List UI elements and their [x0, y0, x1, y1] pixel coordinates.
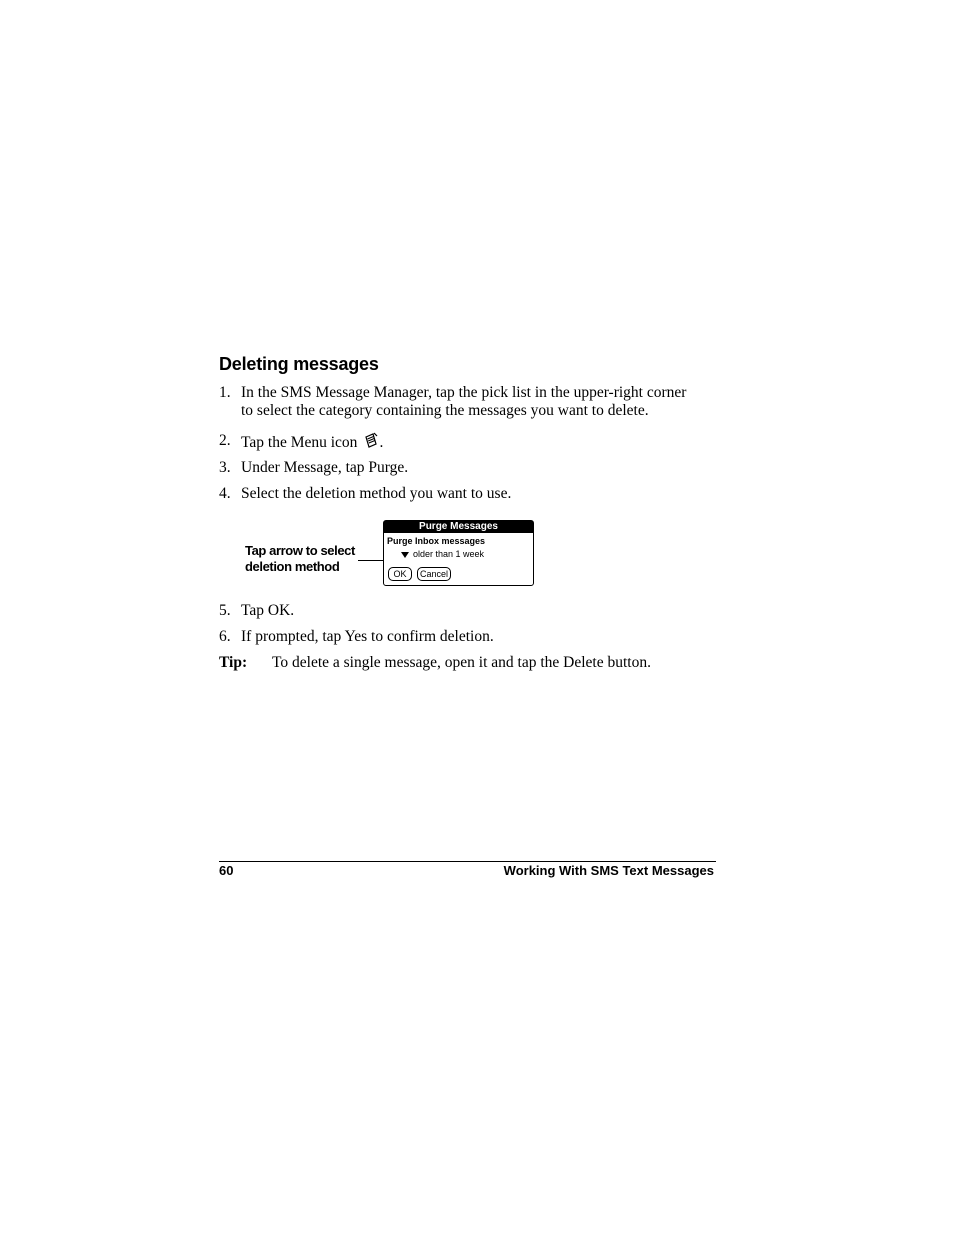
- step-number: 1.: [219, 384, 231, 401]
- ok-button[interactable]: OK: [388, 567, 412, 581]
- step-number: 2.: [219, 432, 231, 449]
- tip-text: To delete a single message, open it and tap the Delete button.: [272, 654, 651, 671]
- page-number: 60: [219, 863, 234, 878]
- dropdown-triangle-icon[interactable]: [401, 552, 409, 558]
- step-number: 4.: [219, 485, 231, 502]
- step-number: 5.: [219, 602, 231, 619]
- chapter-title: Working With SMS Text Messages: [503, 863, 714, 878]
- footer-rule: [219, 861, 716, 862]
- deletion-method-picklist[interactable]: older than 1 week: [413, 549, 485, 559]
- step-text-suffix: .: [379, 434, 384, 451]
- menu-icon: [363, 432, 379, 455]
- callout-line-2: deletion method: [245, 559, 340, 574]
- step-text: If prompted, tap Yes to confirm deletion.: [241, 628, 494, 645]
- dialog-label: Purge Inbox messages: [387, 536, 486, 546]
- step-text: Under Message, tap Purge.: [241, 459, 409, 476]
- purge-messages-dialog: [383, 520, 534, 586]
- cancel-button[interactable]: Cancel: [417, 567, 451, 581]
- step-text: Select the deletion method you want to use.: [241, 485, 512, 502]
- step-text: [241, 432, 383, 455]
- step-text-main: Tap the Menu icon: [241, 434, 358, 451]
- figure-callout: [245, 543, 355, 575]
- callout-line-1: Tap arrow to select: [245, 543, 355, 558]
- step-number: 3.: [219, 459, 231, 476]
- step-text-line-1: In the SMS Message Manager, tap the pick list in the upper-right corner: [241, 384, 687, 401]
- step-text-line-2: to select the category containing the messages you want to delete.: [241, 402, 649, 419]
- step-number: 6.: [219, 628, 231, 645]
- tip-label: Tip:: [219, 654, 248, 671]
- step-text: Tap OK.: [241, 602, 295, 619]
- section-heading: Deleting messages: [219, 354, 379, 374]
- dialog-title: Purge Messages: [384, 521, 533, 533]
